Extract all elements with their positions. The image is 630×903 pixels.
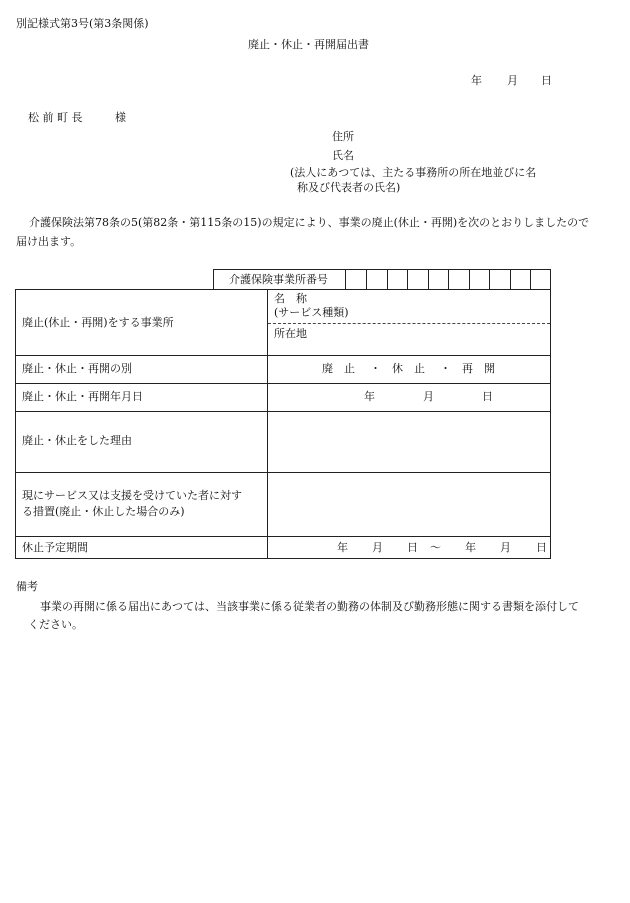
table-border — [267, 289, 268, 558]
table-border — [15, 472, 551, 473]
measures-label-line1: 現にサービス又は支援を受けていた者に対す — [22, 489, 242, 502]
table-border — [15, 355, 551, 356]
date-month: 月 — [507, 74, 518, 87]
digit-box — [387, 270, 388, 289]
type-label: 廃止・休止・再開の別 — [22, 362, 132, 375]
body-text-line2: 届け出ます。 — [16, 235, 82, 248]
addressee-honorific: 様 — [115, 111, 126, 124]
digit-box — [428, 270, 429, 289]
period-tilde: 〜 — [430, 541, 441, 554]
digit-box — [366, 270, 367, 289]
digit-box — [530, 270, 531, 289]
type-option-suspend: 休 止 — [392, 362, 425, 375]
page-title: 廃止・休止・再開届出書 — [248, 38, 369, 51]
date-year: 年 — [471, 74, 482, 87]
period-year-end: 年 — [465, 541, 476, 554]
table-date-day: 日 — [482, 390, 493, 403]
table-border — [15, 383, 551, 384]
digit-box — [510, 270, 511, 289]
table-date-month: 月 — [423, 390, 434, 403]
digit-box — [448, 270, 449, 289]
digit-box — [489, 270, 490, 289]
table-border — [15, 536, 551, 537]
period-label: 休止予定期間 — [22, 541, 88, 554]
table-border — [213, 269, 551, 270]
table-border — [15, 289, 551, 290]
table-border — [213, 269, 214, 290]
table-border — [550, 269, 551, 290]
remarks-heading: 備考 — [16, 580, 38, 593]
table-border — [15, 289, 16, 558]
period-month-start: 月 — [372, 541, 383, 554]
remarks-line2: ください。 — [28, 618, 83, 631]
office-name-label: 名 称 — [274, 292, 307, 305]
applicant-note-line2: 称及び代表者の氏名) — [297, 181, 401, 194]
reason-label: 廃止・休止をした理由 — [22, 434, 132, 447]
period-day-end: 日 — [536, 541, 547, 554]
table-border — [15, 558, 551, 559]
addressee-mayor: 松 前 町 長 — [28, 111, 83, 124]
table-date-year: 年 — [364, 390, 375, 403]
digit-box — [407, 270, 408, 289]
period-month-end: 月 — [500, 541, 511, 554]
period-day-start: 日 — [407, 541, 418, 554]
digit-box — [345, 270, 346, 289]
table-border — [550, 289, 551, 558]
period-year-start: 年 — [337, 541, 348, 554]
type-option-abolish: 廃 止 — [322, 362, 355, 375]
digit-box — [469, 270, 470, 289]
applicant-name-label: 氏名 — [332, 149, 354, 162]
remarks-line1: 事業の再開に係る届出にあつては、当該事業に係る従業者の勤務の体制及び勤務形態に関する書類を添付して — [40, 600, 579, 613]
office-label: 廃止(休止・再開)をする事業所 — [22, 316, 174, 329]
dashed-separator — [268, 323, 550, 324]
office-number-label: 介護保険事業所番号 — [229, 273, 328, 286]
service-type-label: (サービス種類) — [274, 306, 349, 319]
type-separator: ・ — [440, 362, 451, 375]
type-separator: ・ — [370, 362, 381, 375]
measures-label-line2: る措置(廃止・休止した場合のみ) — [22, 505, 185, 518]
applicant-address-label: 住所 — [332, 130, 354, 143]
date-label: 廃止・休止・再開年月日 — [22, 390, 143, 403]
date-day: 日 — [541, 74, 552, 87]
table-border — [15, 411, 551, 412]
applicant-note-line1: (法人にあつては、主たる事務所の所在地並びに名 — [290, 166, 537, 179]
office-location-label: 所在地 — [274, 327, 307, 340]
body-text-line1: 介護保険法第78条の5(第82条・第115条の15)の規定により、事業の廃止(休止・再開)を次のとおりしましたので — [29, 216, 590, 229]
type-option-resume: 再 開 — [462, 362, 495, 375]
form-number: 別記様式第3号(第3条関係) — [16, 17, 149, 30]
